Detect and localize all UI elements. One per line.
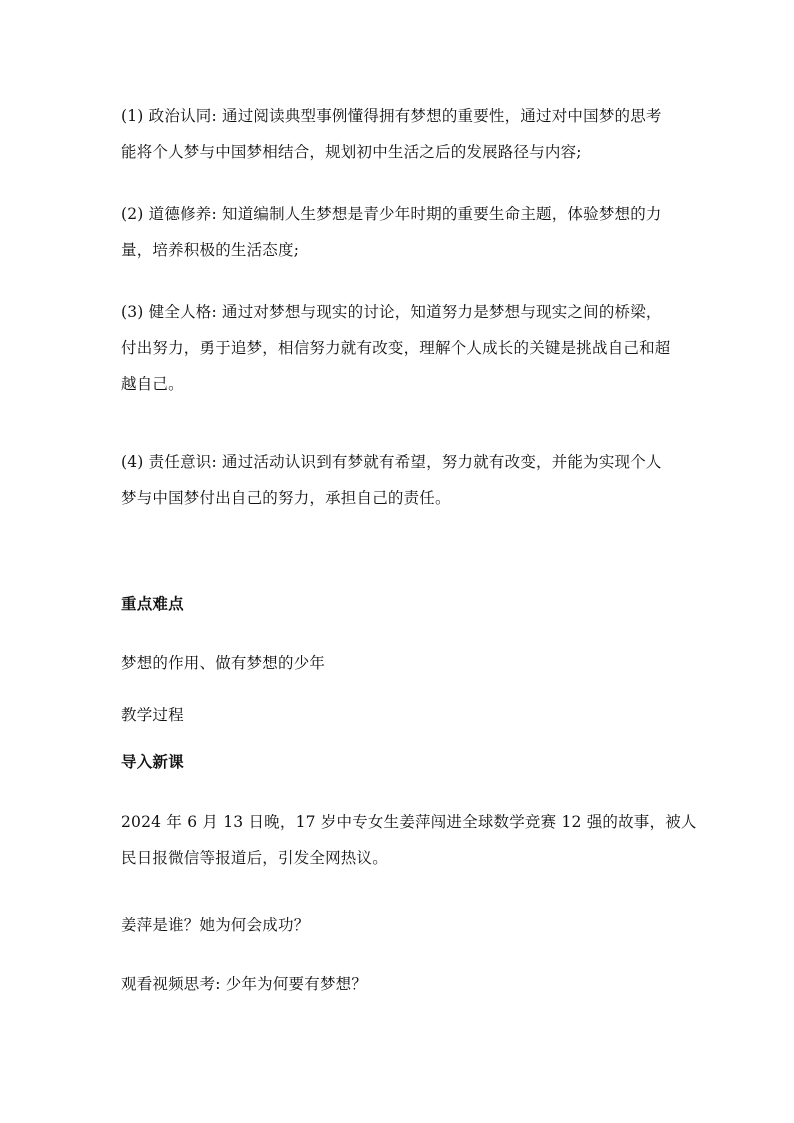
objective-3-line-1: (3) 健全人格: 通过对梦想与现实的讨论，知道努力是梦想与现实之间的桥梁， [121,303,662,321]
objective-3 [121,294,681,402]
question-2: 观看视频思考: 少年为何要有梦想？ [121,975,368,993]
intro-heading: 导入新课 [121,752,184,771]
intro-heading-block [121,744,681,780]
question-2-block [121,966,681,1002]
intro-line-2: 民日报微信等报道后，引发全网热议。 [121,849,388,867]
question-1-block [121,907,681,943]
process-heading-block [121,697,681,733]
objective-3-line-2: 付出努力，勇于追梦，相信努力就有改变，理解个人成长的关键是挑战自己和超 [121,339,671,357]
objective-4-line-1: (4) 责任意识: 通过活动认识到有梦就有希望，努力就有改变，并能为实现个人 [121,453,662,471]
key-points-heading-block [121,586,681,622]
objective-4-line-2: 梦与中国梦付出自己的努力，承担自己的责任。 [121,489,451,507]
intro-paragraph [121,804,697,876]
teaching-process-heading: 教学过程 [121,706,184,724]
question-1: 姜萍是谁？她为何会成功？ [121,916,310,934]
objective-2 [121,196,681,268]
key-points-heading: 重点难点 [121,594,184,613]
objective-3-line-3: 越自己。 [121,375,184,393]
objective-4 [121,444,681,516]
objective-1-line-1: (1) 政治认同: 通过阅读典型事例懂得拥有梦想的重要性，通过对中国梦的思考 [121,107,662,125]
intro-line-1: 2024 年 6 月 13 日晚，17 岁中专女生姜萍闯进全球数学竞赛 12 强的故事，被人 [121,813,697,831]
objective-1 [121,98,681,170]
objective-1-line-2: 能将个人梦与中国梦相结合，规划初中生活之后的发展路径与内容; [121,143,582,161]
key-points-text: 梦想的作用、做有梦想的少年 [121,654,326,672]
key-points-block [121,645,681,681]
objective-2-line-1: (2) 道德修养: 知道编制人生梦想是青少年时期的重要生命主题，体验梦想的力 [121,205,662,223]
objective-2-line-2: 量，培养积极的生活态度; [121,241,300,259]
